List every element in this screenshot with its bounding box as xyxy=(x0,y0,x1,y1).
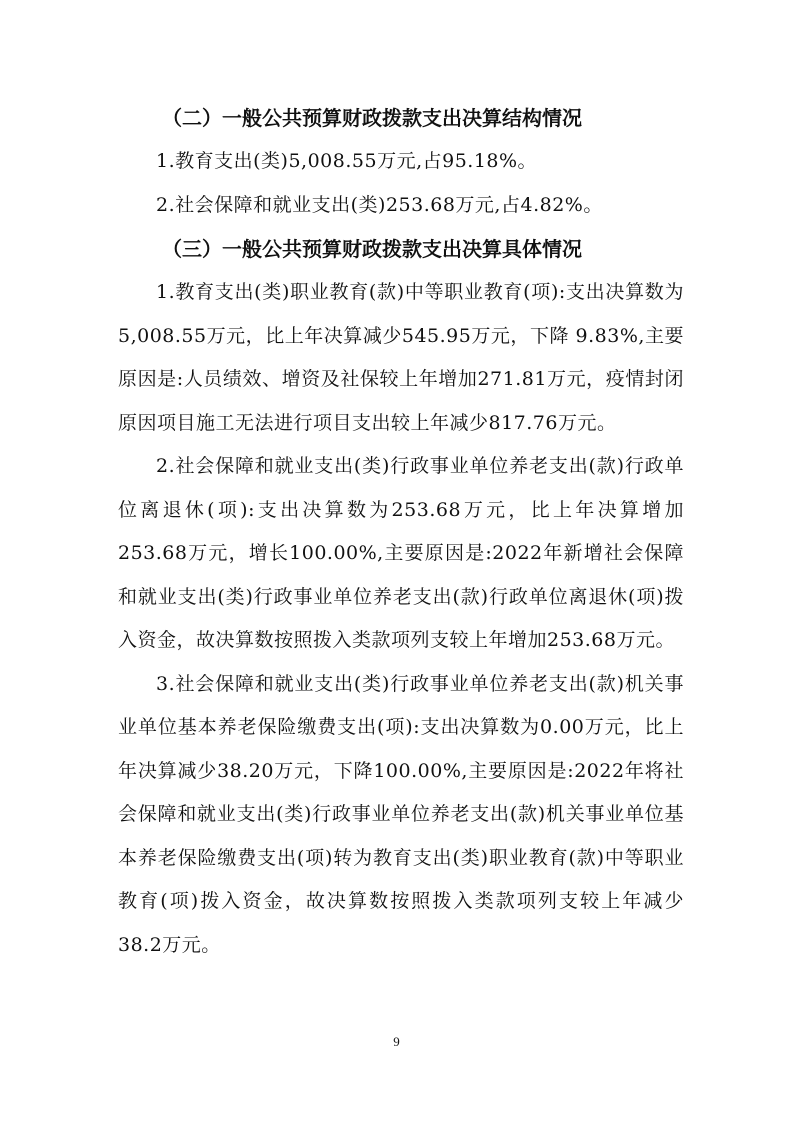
paragraph-retirement-detail: 2.社会保障和就业支出(类)行政事业单位养老支出(款)行政单位离退休(项):支出决算数为253.68万元，比上年决算增加253.68万元，增长100.00%,主要原因是:2022年新增社会保障和就业支出(类)行政事业单位养老支出(款)行政单位离退休(项)拨入资金，故决算数按照拨入类款项列支较上年增加253.68万元。 xyxy=(118,455,684,651)
section-heading-details: （三）一般公共预算财政拨款支出决算具体情况 xyxy=(162,237,582,261)
paragraph-social-security-share: 2.社会保障和就业支出(类)253.68万元,占4.82%。 xyxy=(156,193,603,216)
paragraph-pension-detail: 3.社会保障和就业支出(类)行政事业单位养老支出(款)机关事业单位基本养老保险缴费支出(项):支出决算数为0.00万元，比上年决算减少38.20万元，下降100.00%,主要原因是:2022年将社会保障和就业支出(类)行政事业单位养老支出(款)机关事业单位基本养老保险缴费支出(项)转为教育支出(类)职业教育(款)中等职业教育(项)拨入资金，故决算数按照拨入类款项列支较上年减少38.2万元。 xyxy=(118,672,684,956)
page-number: 9 xyxy=(393,1034,400,1049)
section-heading-structure: （二）一般公共预算财政拨款支出决算结构情况 xyxy=(162,106,582,130)
document-body xyxy=(118,96,684,967)
paragraph-education-detail: 1.教育支出(类)职业教育(款)中等职业教育(项):支出决算数为5,008.55万元，比上年决算减少545.95万元，下降 9.83%,主要原因是:人员绩效、增资及社保较上年增加271.81万元，疫情封闭原因项目施工无法进行项目支出较上年减少817.76万元。 xyxy=(118,281,684,434)
paragraph-education-share: 1.教育支出(类)5,008.55万元,占95.18%。 xyxy=(156,150,538,172)
